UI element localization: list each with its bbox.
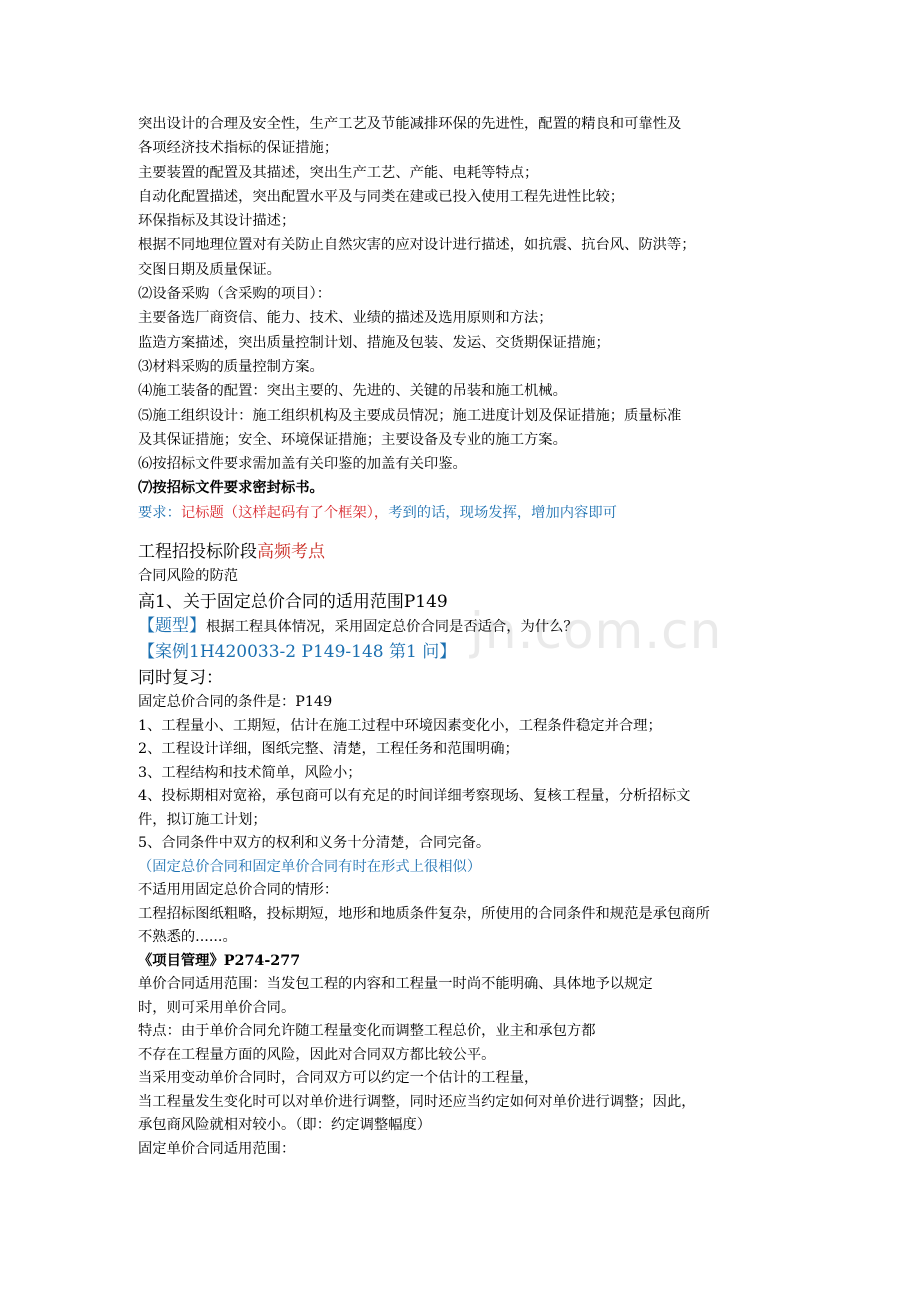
requirement-prefix: 要求： xyxy=(138,504,181,521)
question-text: 根据工程具体情况，采用固定总价合同是否适合，为什么？ xyxy=(206,618,578,635)
text-line: 及其保证措施；安全、环境保证措施；主要设备及专业的施工方案。 xyxy=(138,431,567,448)
book-reference: 《项目管理》P274-277 xyxy=(138,952,301,969)
condition-item: 2、工程设计详细，图纸完整、清楚，工程任务和范围明确； xyxy=(138,741,519,758)
point-heading: 高1、关于固定总价合同的适用范围P149 xyxy=(138,591,448,612)
text-line: 不熟悉的......。 xyxy=(138,929,237,946)
text-line: 单价合同适用范围：当发包工程的内容和工程量一时尚不能明确、具体地予以规定 xyxy=(138,976,653,993)
text-line: ⑹按招标文件要求需加盖有关印鉴的加盖有关印鉴。 xyxy=(138,456,467,473)
not-applicable-title: 不适用用固定总价合同的情形： xyxy=(138,882,339,899)
text-line: 交图日期及质量保证。 xyxy=(138,261,281,278)
condition-item: 3、工程结构和技术简单，风险小； xyxy=(138,764,362,781)
text-line: 承包商风险就相对较小。（即：约定调整幅度） xyxy=(138,1117,432,1134)
condition-item: 1、工程量小、工期短，估计在施工过程中环境因素变化小，工程条件稳定并合理； xyxy=(138,717,662,734)
condition-item: 4、投标期相对宽裕，承包商可以有充足的时间详细考察现场、复核工程量，分析招标文 xyxy=(138,788,691,805)
watermark: jn.com.cn xyxy=(470,602,723,660)
text-line: 各项经济技术指标的保证措施； xyxy=(138,140,339,157)
section-title xyxy=(138,539,788,565)
note-line: （固定总价合同和固定单价合同有时在形式上很相似） xyxy=(138,858,482,875)
case-reference: 【案例1H420033-2 P149-148 第1 问】 xyxy=(138,642,457,663)
review-label: 同时复习： xyxy=(138,668,223,689)
text-line: 环保指标及其设计描述； xyxy=(138,213,296,230)
text-line: 不存在工程量方面的风险，因此对合同双方都比较公平。 xyxy=(138,1046,496,1063)
conditions-intro: 固定总价合同的条件是：P149 xyxy=(138,694,333,711)
condition-item: 件，拟订施工计划； xyxy=(138,811,267,828)
section-title-black: 工程招投标阶段 xyxy=(138,542,257,563)
text-line: 时，则可采用单价合同。 xyxy=(138,999,296,1016)
text-line: 固定单价合同适用范围： xyxy=(138,1140,296,1157)
subtitle: 合同风险的防范 xyxy=(138,568,239,585)
section1 xyxy=(138,112,788,525)
text-line: ⑶材料采购的质量控制方案。 xyxy=(138,358,324,375)
section2 xyxy=(138,539,788,1161)
text-line: 自动化配置描述，突出配置水平及与同类在建或已投入使用工程先进性比较； xyxy=(138,188,625,205)
text-line: 当采用变动单价合同时，合同双方可以约定一个估计的工程量， xyxy=(138,1070,539,1087)
text-line: ⑸施工组织设计：施工组织机构及主要成员情况；施工进度计划及保证措施；质量标准 xyxy=(138,407,682,424)
section-title-red: 高频考点 xyxy=(257,542,325,563)
requirement-red-text: 记标题（这样起码有了个框架）， xyxy=(180,504,389,521)
text-line: 工程招标图纸粗略，投标期短，地形和地质条件复杂，所使用的合同条件和规范是承包商所 xyxy=(138,905,710,922)
text-line: 监造方案描述，突出质量控制计划、措施及包装、发运、交货期保证措施； xyxy=(138,334,610,351)
text-line: ⑷施工装备的配置：突出主要的、先进的、关键的吊装和施工机械。 xyxy=(138,383,567,400)
text-line: ⑵设备采购（含采购的项目）： xyxy=(138,286,332,303)
text-line: 当工程量发生变化时可以对单价进行调整，同时还应当约定如何对单价进行调整；因此， xyxy=(138,1093,696,1110)
bold-text-line: ⑺按招标文件要求密封标书。 xyxy=(138,480,324,497)
requirement-line xyxy=(138,501,788,525)
text-line: 主要备选厂商资信、能力、技术、业绩的描述及选用原则和方法； xyxy=(138,310,553,327)
question-line xyxy=(138,615,788,640)
document-page xyxy=(138,112,788,1161)
text-line: 突出设计的合理及安全性，生产工艺及节能减排环保的先进性，配置的精良和可靠性及 xyxy=(138,116,682,132)
requirement-suffix: 考到的话，现场发挥，增加内容即可 xyxy=(388,504,617,521)
text-line: 根据不同地理位置对有关防止自然灾害的应对设计进行描述，如抗震、抗台风、防洪等； xyxy=(138,237,696,254)
text-line: 主要装置的配置及其描述，突出生产工艺、产能、电耗等特点； xyxy=(138,164,539,181)
question-tag: 【题型】 xyxy=(138,615,206,636)
text-line: 特点：由于单价合同允许随工程量变化而调整工程总价，业主和承包方都 xyxy=(138,1023,596,1040)
condition-item: 5、合同条件中双方的权利和义务十分清楚，合同完备。 xyxy=(138,835,491,852)
